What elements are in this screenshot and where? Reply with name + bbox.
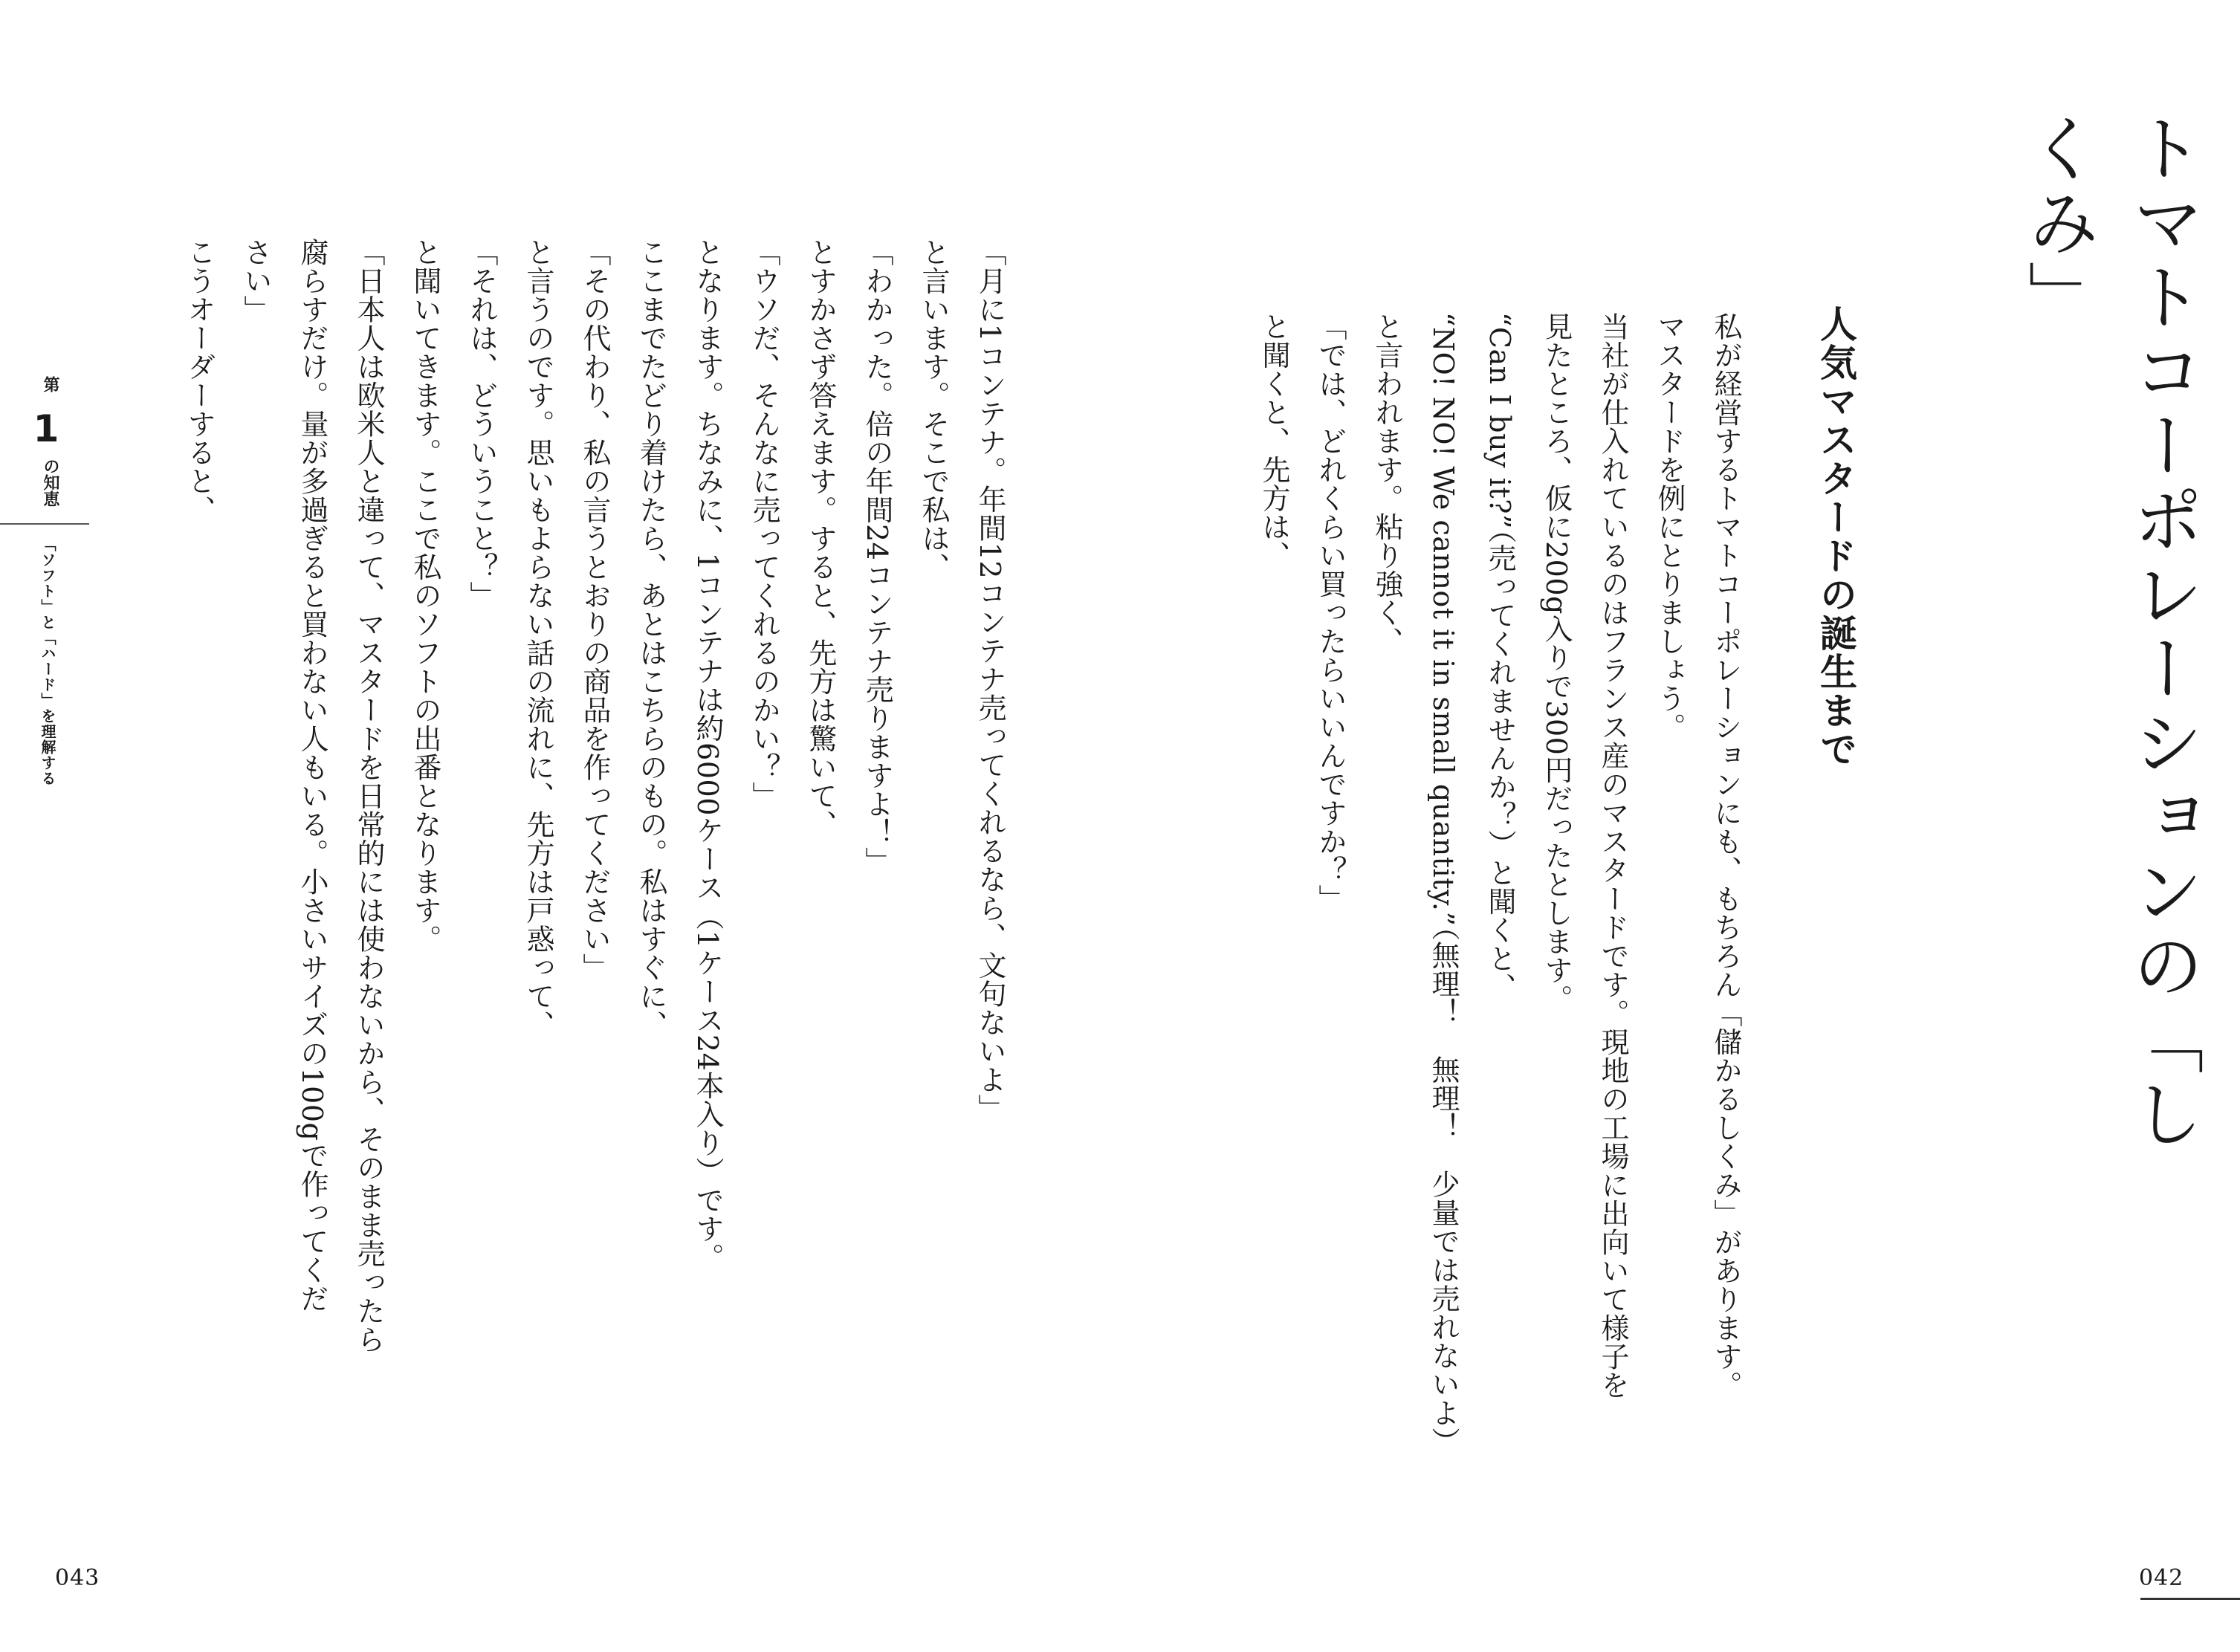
paragraph: こうオーダーすると、 xyxy=(183,238,216,524)
paragraph: と聞くと、先方は、 xyxy=(1257,312,1290,570)
chapter-title: トマトコーポレーションの「しくみ」 xyxy=(2017,111,2204,1152)
running-head-rule xyxy=(0,523,89,525)
section-heading: 人気マスタードの誕生まで xyxy=(1814,305,1857,768)
running-head-number: 1 xyxy=(33,407,59,450)
paragraph: 「それは、どういうこと？」 xyxy=(465,238,498,610)
paragraph: 「わかった。倍の年間24コンテナ売りますよ！」 xyxy=(861,238,893,875)
paragraph: 「ウソだ、そんなに売ってくれるのかい？」 xyxy=(748,238,780,810)
paragraph: “Can I buy it?”（売ってくれませんか？）と聞くと、 xyxy=(1483,312,1516,1002)
paragraph: 「月に1コンテナ。年間12コンテナ売ってくれるなら、文句ないよ」 xyxy=(974,238,1006,1123)
left-page-body xyxy=(183,238,1018,1546)
paragraph: 見たところ、仮に200g入りで300円だったとします。 xyxy=(1540,312,1573,1013)
paragraph: となります。ちなみに、1コンテナは約6000ケース（1ケース24本入り）です。 xyxy=(691,238,724,1272)
paragraph: ここまでたどり着けたら、あとはこちらのもの。私はすぐに、 xyxy=(635,238,667,1039)
paragraph: と言うのです。思いもよらない話の流れに、先方は戸惑って、 xyxy=(522,238,554,1039)
right-page-body xyxy=(1219,312,1754,1546)
paragraph: 私が経営するトマトコーポレーションにも、もちろん「儲かるしくみ」があります。 xyxy=(1709,312,1742,1399)
paragraph: “NO! NO! We cannot it in small quantity.”（無理！ 無理！ 少量では売れないよ） xyxy=(1427,312,1460,1456)
running-head-dai: 第 xyxy=(41,376,59,392)
page-number-left: 043 xyxy=(55,1565,100,1591)
paragraph: 当社が仕入れているのはフランス産のマスタードです。現地の工場に出向いて様子を xyxy=(1596,312,1629,1399)
paragraph: と言われます。粘り強く、 xyxy=(1370,312,1403,655)
running-head-subtitle: 「ソフト」と「ハード」を理解する xyxy=(39,537,56,786)
paragraph: さい」 xyxy=(239,238,272,324)
paragraph: とすかさず答えます。すると、先方は驚いて、 xyxy=(804,238,837,839)
page-number-right: 042 xyxy=(2139,1565,2184,1591)
paragraph: と言います。そこで私は、 xyxy=(917,238,950,581)
running-head-chie: の知恵 xyxy=(41,458,59,507)
paragraph: 腐らすだけ。量が多過ぎると買わない人もいる。小さいサイズの100gで作ってくだ xyxy=(296,238,328,1313)
page-number-rule xyxy=(2140,1598,2240,1600)
paragraph: マスタードを例にとりましょう。 xyxy=(1653,312,1686,742)
paragraph: と聞いてきます。ここで私のソフトの出番となります。 xyxy=(409,238,441,953)
paragraph: 「その代わり、私の言うとおりの商品を作ってください」 xyxy=(578,238,611,982)
paragraph: 「日本人は欧米人と違って、マスタードを日常的には使わないから、そのまま売ったら xyxy=(352,238,385,1354)
paragraph: 「では、どれくらい買ったらいいんですか？」 xyxy=(1314,312,1347,913)
